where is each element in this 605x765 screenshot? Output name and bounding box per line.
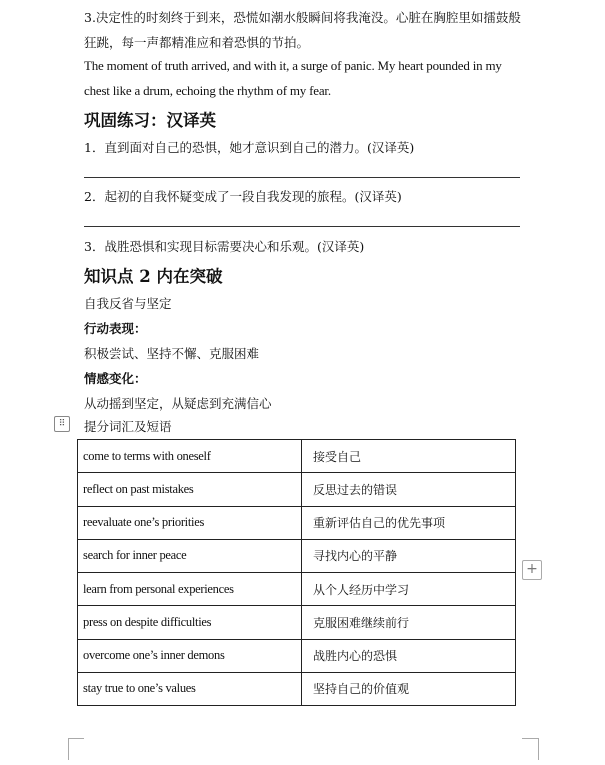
practice-title: 巩固练习：汉译英: [84, 111, 216, 130]
table-row: [78, 639, 516, 672]
move-handle-icon[interactable]: ⠿: [54, 416, 70, 432]
table-row: [78, 473, 516, 506]
vocab-en[interactable]: stay true to one’s values: [78, 672, 302, 705]
table-row: [78, 672, 516, 705]
passage-zh-line-2: 狂跳，每一声都精准应和着恐惧的节拍。: [84, 35, 310, 50]
page-corner-mark-right-h: [522, 738, 538, 739]
vocab-table: [77, 439, 516, 706]
vocab-en[interactable]: learn from personal experiences: [78, 573, 302, 606]
answer-line-2[interactable]: [84, 226, 520, 227]
passage-zh-line-1: 3.决定性的时刻终于到来，恐慌如潮水般瞬间将我淹没。心脏在胸腔里如擂鼓般: [84, 10, 521, 25]
emotion-label: 情感变化：: [84, 371, 147, 386]
vocab-en[interactable]: search for inner peace: [78, 539, 302, 572]
table-row: [78, 440, 516, 473]
page-corner-mark-right: [538, 738, 539, 760]
table-row: [78, 539, 516, 572]
table-row: [78, 506, 516, 539]
vocab-en[interactable]: reflect on past mistakes: [78, 473, 302, 506]
practice-item-3: 3．战胜恐惧和实现目标需要决心和乐观。(汉译英): [84, 239, 365, 254]
section-title: 知识点 2 内在突破: [84, 267, 223, 286]
action-label: 行动表现：: [84, 321, 147, 336]
plus-icon[interactable]: +: [522, 560, 542, 580]
vocab-zh[interactable]: 战胜内心的恐惧: [302, 639, 516, 672]
vocab-zh[interactable]: 坚持自己的价值观: [302, 672, 516, 705]
section-subtitle: 自我反省与坚定: [84, 296, 172, 311]
vocab-zh[interactable]: 克服困难继续前行: [302, 606, 516, 639]
page-corner-mark-left-h: [68, 738, 84, 739]
vocab-zh[interactable]: 接受自己: [302, 440, 516, 473]
emotion-text: 从动摇到坚定，从疑虑到充满信心: [84, 396, 272, 411]
vocab-zh[interactable]: 反思过去的错误: [302, 473, 516, 506]
vocab-zh[interactable]: 重新评估自己的优先事项: [302, 506, 516, 539]
vocab-zh[interactable]: 寻找内心的平静: [302, 539, 516, 572]
table-row: [78, 606, 516, 639]
vocab-en[interactable]: overcome one’s inner demons: [78, 639, 302, 672]
vocab-zh[interactable]: 从个人经历中学习: [302, 573, 516, 606]
passage-en-line-2: chest like a drum, echoing the rhythm of my fear.: [84, 83, 331, 98]
action-text: 积极尝试、坚持不懈、克服困难: [84, 346, 260, 361]
page-corner-mark-left: [68, 738, 69, 760]
practice-item-2: 2．起初的自我怀疑变成了一段自我发现的旅程。(汉译英): [84, 189, 402, 204]
vocab-en[interactable]: press on despite difficulties: [78, 606, 302, 639]
vocab-en[interactable]: reevaluate one’s priorities: [78, 506, 302, 539]
table-row: [78, 573, 516, 606]
vocab-en[interactable]: come to terms with oneself: [78, 440, 302, 473]
practice-item-1: 1．直到面对自己的恐惧，她才意识到自己的潜力。(汉译英): [84, 140, 415, 155]
passage-en-line-1: The moment of truth arrived, and with it, a surge of panic. My heart pounded in my: [84, 58, 502, 73]
vocab-heading: 提分词汇及短语: [84, 419, 172, 434]
answer-line-1[interactable]: [84, 177, 520, 178]
